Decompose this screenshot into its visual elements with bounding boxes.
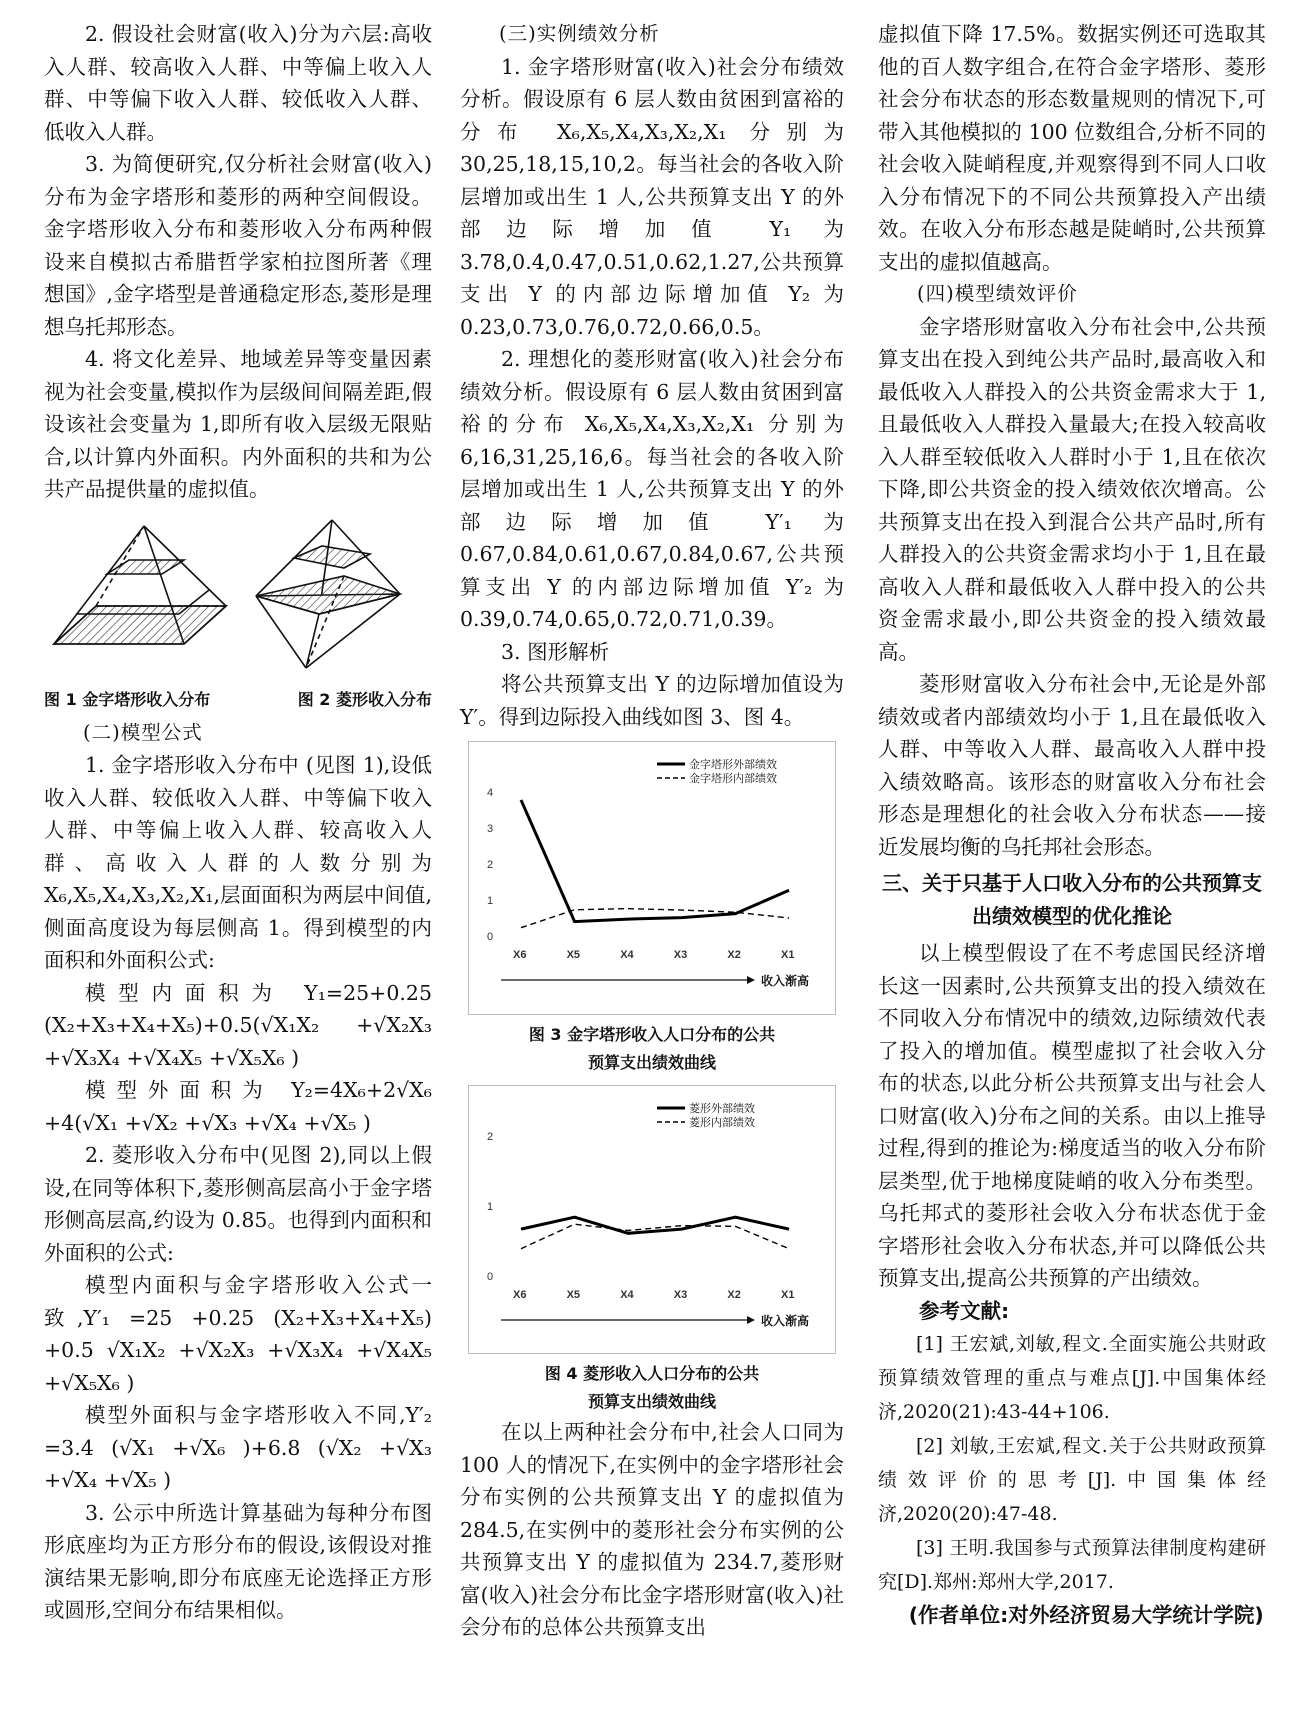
paragraph: 以上模型假设了在不考虑国民经济增长这一因素时,公共预算支出的投入绩效在不同收入分布情况中的绩效,边际绩效代表了投入的增加值。模型虚拟了社会收入分布的状态,以此分析公共预算支出与社会人口财富(收入)分布之间的关系。由以上推导过程,得到的推论为:梯度适当的收入分布阶层类型,优于地梯度陡峭的收入分布类型。乌托邦式的菱形社会收入分布状态优于金字塔形社会收入分布状态,并可以降低公共预算支出,提高公共预算的产出绩效。 (878, 941, 1266, 1290)
x-tick-label: X2 (727, 949, 741, 961)
y-tick-label: 1 (487, 895, 494, 907)
paragraph: 1. 金字塔形收入分布中 (见图 1),设低收入人群、较低收入人群、中等偏下收入人群、中等偏上收入人群、较高收入人群、高收入人群的人数分别为 X₆,X₅,X₄,X₃,X₂,X₁,层面面积为两层中间值,侧面高度设为每层侧高 1。得到模型的内面积和外面积公式: (44, 753, 432, 972)
legend-label: 菱形内部绩效 (689, 1116, 755, 1129)
y-tick-label: 4 (487, 787, 494, 799)
y-tick-label: 0 (487, 1270, 494, 1283)
x-tick-label: X1 (781, 1288, 795, 1301)
figures-1-2 (44, 516, 432, 681)
chart-figure-4 (468, 1085, 836, 1355)
section-heading: (二)模型公式 (83, 720, 203, 744)
paragraph: 1. 金字塔形财富(收入)社会分布绩效分析。假设原有 6 层人数由贫困到富裕的分布 X₆,X₅,X₄,X₃,X₂,X₁ 分别为 30,25,18,15,10,2。每当社会的各收入阶层增加或出生 1 人,公共预算支出 Y 的外部边际增加值 Y₁ 为 3.78,0.4,0.47,0.51,0.62,1.27,公共预算支出 Y 的内部边际增加值 Y₂ 为 0.23,0.73,0.76,0.72,0.66,0.5。 (460, 54, 844, 339)
y-tick-label: 2 (487, 1130, 494, 1143)
section-title: 三、关于只基于人口收入分布的公共预算支出绩效模型的优化推论 (882, 871, 1262, 928)
x-tick-label: X4 (620, 949, 634, 961)
series-line-2 (521, 1224, 789, 1249)
paragraph: 金字塔形财富收入分布社会中,公共预算支出在投入到纯公共产品时,最高收入和最低收入人群投入的公共资金需求大于 1,且最低收入人群投入量最大;在投入较高收入人群至较低收入人群时小于 1,且在依次下降,即公共资金的投入绩效依次增高。公共预算支出在投入到混合公共产品时,所有人群投入的公共资金需求均小于 1,且在最高收入人群和最低收入人群中投入的公共资金需求最小,即公共资金的投入绩效最高。 (878, 314, 1266, 664)
author-affiliation: (作者单位:对外经济贸易大学统计学院) (908, 1603, 1264, 1627)
reference-item: [2] 刘敏,王宏斌,程文.关于公共财政预算绩效评价的思考[J].中国集体经济,2020(20):47-48. (878, 1435, 1266, 1525)
section-heading: (三)实例绩效分析 (499, 22, 660, 45)
x-tick-label: X1 (781, 949, 795, 961)
x-tick-label: X5 (566, 949, 581, 961)
x-tick-label: X3 (673, 949, 688, 961)
reference-item: [1] 王宏斌,刘敏,程文.全面实施公共财政预算绩效管理的重点与难点[J].中国集体经济,2020(21):43-44+106. (878, 1333, 1266, 1423)
x-tick-label: X6 (513, 1288, 527, 1301)
x-axis-label: 收入渐高 (761, 1313, 810, 1328)
paragraph: 2. 菱形收入分布中(见图 2),同以上假设,在同等体积下,菱形侧高层高小于金字塔形侧高层高,约设为 0.85。也得到内面积和外面积的公式: (44, 1143, 432, 1265)
y-tick-label: 1 (487, 1200, 494, 1213)
formula: 模型内面积为 Y₁=25+0.25 (X₂+X₃+X₄+X₅)+0.5(√X₁X₂ +√X₂X₃ +√X₃X₄ +√X₄X₅ +√X₅X₆ ) (44, 980, 432, 1070)
pyramid-diamond-figures (44, 516, 432, 671)
diamond-diagram (256, 520, 400, 668)
fig4-caption-line2: 预算支出绩效曲线 (587, 1392, 716, 1411)
paragraph: 2. 假设社会财富(收入)分为六层:高收入人群、较高收入人群、中等偏上收入人群、中等偏下收入人群、较低收入人群、低收入人群。 (44, 22, 432, 144)
line-chart-pyramid (469, 742, 835, 1004)
x-tick-label: X4 (620, 1288, 634, 1301)
x-arrow-head (747, 976, 755, 984)
paragraph: 2. 理想化的菱形财富(收入)社会分布绩效分析。假设原有 6 层人数由贫困到富裕的分布 X₆,X₅,X₄,X₃,X₂,X₁ 分别为 6,16,31,25,16,6。每当社会的各收入阶层增加或出生 1 人,公共预算支出 Y 的外部边际增加值 Y′₁ 为 0.67,0.84,0.61,0.67,0.84,0.67,公共预算支出 Y 的内部边际增加值 Y′₂ 为 0.39,0.74,0.65,0.72,0.71,0.39。 (460, 347, 844, 631)
fig3-caption (460, 1021, 844, 1077)
paragraph: 4. 将文化差异、地域差异等变量因素视为社会变量,模拟作为层级间间隔差距,假设该社会变量为 1,即所有收入层级无限贴合,以计算内外面积。内外面积的共和为公共产品提供量的虚拟值。 (44, 347, 432, 501)
legend-label: 金字塔形内部绩效 (689, 773, 777, 785)
fig4-caption (460, 1360, 844, 1416)
fig1-caption: 图 1 金字塔形收入分布 (44, 690, 211, 709)
column-left (44, 18, 432, 1627)
paragraph: 虚拟值下降 17.5%。数据实例还可选取其他的百人数字组合,在符合金字塔形、菱形社会分布状态的形态数量规则的情况下,可带入其他模拟的 100 位数组合,分析不同的社会收入陡峭程度,并观察得到不同人口收入分布情况下的不同公共预算投入产出绩效。在收入分布形态越是陡峭时,公共预算支出的虚拟值越高。 (878, 22, 1266, 274)
y-tick-label: 0 (487, 931, 494, 943)
column-middle (460, 18, 844, 1644)
y-tick-label: 3 (487, 823, 494, 835)
formula: 模型内面积与金字塔形收入公式一致,Y′₁ =25 +0.25 (X₂+X₃+X₄+X₅) +0.5 √X₁X₂ +√X₂X₃ +√X₃X₄ +√X₄X₅ +√X₅X₆ ) (44, 1273, 432, 1395)
x-tick-label: X6 (513, 949, 527, 961)
x-arrow-head (747, 1316, 755, 1324)
formula: 模型外面积与金字塔形收入不同,Y′₂ =3.4 (√X₁ +√X₆ )+6.8 (√X₂ +√X₃ +√X₄ +√X₅ ) (44, 1403, 432, 1492)
x-tick-label: X2 (727, 1288, 741, 1301)
paragraph: 在以上两种社会分布中,社会人口同为 100 人的情况下,在实例中的金字塔形社会分布实例的公共预算支出 Y 的虚拟值为 284.5,在实例中的菱形社会分布实例的公共预算支出 Y 的虚拟值为 234.7,菱形财富(收入)社会分布比金字塔形财富(收入)社会分布的总体公共预算支出 (460, 1420, 844, 1639)
x-axis-label: 收入渐高 (761, 974, 810, 988)
pyramid-diagram (54, 526, 226, 644)
fig4-caption-line1: 图 4 菱形收入人口分布的公共 (544, 1364, 760, 1383)
line-chart-diamond (469, 1086, 835, 1344)
legend-label: 金字塔形外部绩效 (689, 759, 777, 771)
paragraph: 将公共预算支出 Y 的边际增加值设为 Y′。得到边际投入曲线如图 3、图 4。 (460, 672, 844, 729)
x-tick-label: X3 (673, 1288, 688, 1301)
column-right (878, 18, 1266, 1632)
x-tick-label: X5 (566, 1288, 581, 1301)
fig3-caption-line2: 预算支出绩效曲线 (587, 1052, 716, 1072)
references-title: 参考文献: (919, 1298, 1010, 1323)
reference-item: [3] 王明.我国参与式预算法律制度构建研究[D].郑州:郑州大学,2017. (878, 1537, 1266, 1593)
paragraph: 菱形财富收入分布社会中,无论是外部绩效或者内部绩效均小于 1,且在最低收入人群、中等收入人群、最高收入人群中投入绩效略高。该形态的财富收入分布社会形态是理想化的社会收入分布状态——接近发展均衡的乌托邦社会形态。 (878, 672, 1266, 859)
chart-figure-3 (468, 741, 836, 1015)
paragraph: 3. 图形解析 (501, 639, 610, 664)
figure-captions (44, 684, 432, 717)
fig3-caption-line1: 图 3 金字塔形收入人口分布的公共 (528, 1024, 776, 1044)
section-heading: (四)模型绩效评价 (917, 282, 1078, 305)
series-line-1 (521, 800, 789, 922)
paragraph: 3. 公示中所选计算基础为每种分布图形底座均为正方形分布的假设,该假设对推演结果无影响,即分布底座无论选择正方形或圆形,空间分布结果相似。 (44, 1500, 432, 1622)
fig2-caption: 图 2 菱形收入分布 (297, 690, 432, 709)
formula: 模型外面积为 Y₂=4X₆+2√X₆ +4(√X₁ +√X₂ +√X₃ +√X₄ +√X₅ ) (44, 1078, 432, 1135)
legend-label: 菱形外部绩效 (689, 1102, 755, 1115)
y-tick-label: 2 (487, 859, 494, 871)
paragraph: 3. 为简便研究,仅分析社会财富(收入)分布为金字塔形和菱形的两种空间假设。金字塔形收入分布和菱形收入分布两种假设来自模拟古希腊哲学家柏拉图所著《理想国》,金字塔型是普通稳定形态,菱形是理想乌托邦形态。 (44, 152, 432, 339)
